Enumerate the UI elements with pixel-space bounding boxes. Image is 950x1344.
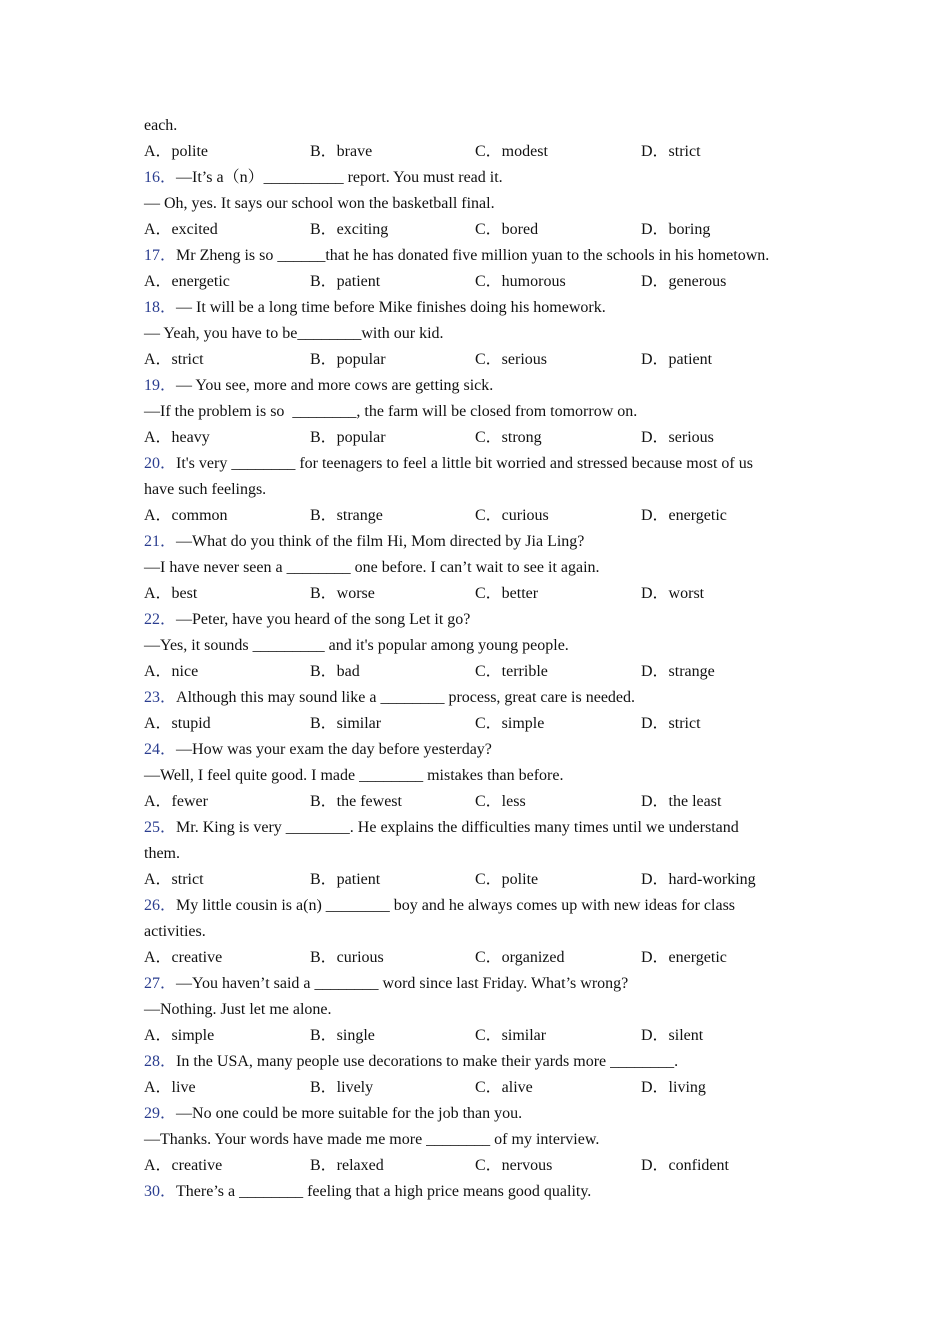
option-b: B．popular [310,351,386,368]
question-number: 17． [144,247,177,264]
option-b: B．brave [310,143,373,160]
question-text: My little cousin is a(n) ________ boy and he always comes up with new ideas for class [176,897,736,914]
question-28-options [144,1075,809,1101]
question-22-options [144,659,809,685]
option-a: A．strict [144,351,204,368]
option-b: B．bad [310,663,360,680]
option-a: A．simple [144,1027,215,1044]
question-21-stem [144,529,809,555]
option-a: A．nice [144,663,199,680]
question-text: Mr. King is very ________. He explains the difficulties many times until we understand [176,819,739,836]
option-a: A．stupid [144,715,211,732]
question-22-stem [144,607,809,633]
question-text: —You haven’t said a ________ word since last Friday. What’s wrong? [176,975,629,992]
option-c: C．alive [475,1079,533,1096]
question-17-stem [144,243,809,269]
option-a: A．best [144,585,198,602]
option-b: B．exciting [310,221,389,238]
option-b: B．patient [310,871,381,888]
option-d: D．hard-working [641,871,756,888]
option-d: D．generous [641,273,727,290]
question-number: 21． [144,533,177,550]
option-b: B．patient [310,273,381,290]
question-29-stem [144,1101,809,1127]
option-c: C．simple [475,715,545,732]
option-a: A．creative [144,1157,223,1174]
question-25-line-2: them. [144,845,180,862]
question-number: 27． [144,975,177,992]
option-c: C．organized [475,949,565,966]
question-20-stem [144,451,809,477]
question-19-options [144,425,809,451]
question-number: 26． [144,897,177,914]
question-number: 20． [144,455,177,472]
question-text: It's very ________ for teenagers to feel a little bit worried and stressed because most of us [176,455,753,472]
option-c: C．humorous [475,273,566,290]
option-b: B．similar [310,715,382,732]
question-18-options [144,347,809,373]
question-27-stem [144,971,809,997]
option-c: C．less [475,793,526,810]
option-a: A．heavy [144,429,210,446]
question-18-line-2: — Yeah, you have to be________with our kid. [144,325,444,342]
question-text: —What do you think of the film Hi, Mom directed by Jia Ling? [176,533,585,550]
option-b: B．lively [310,1079,374,1096]
option-c: C．nervous [475,1157,553,1174]
option-b: B．single [310,1027,375,1044]
option-b: B．curious [310,949,384,966]
question-text: Although this may sound like a ________ process, great care is needed. [176,689,636,706]
question-16-stem [144,165,809,191]
question-26-line-2: activities. [144,923,206,940]
option-d: D．strange [641,663,715,680]
question-29-line-2: —Thanks. Your words have made me more ________ of my interview. [144,1131,600,1148]
question-number: 25． [144,819,177,836]
option-d: D．living [641,1079,706,1096]
question-23-options [144,711,809,737]
question-text: —No one could be more suitable for the job than you. [176,1105,523,1122]
option-d: D．worst [641,585,705,602]
option-a: A．common [144,507,228,524]
question-21-line-2: —I have never seen a ________ one before. I can’t wait to see it again. [144,559,600,576]
option-d: D．confident [641,1157,729,1174]
option-d: D．silent [641,1027,704,1044]
question-list [144,113,809,1205]
question-19-line-2: —If the problem is so ________, the farm will be closed from tomorrow on. [144,403,638,420]
option-d: D．the least [641,793,722,810]
option-a: A．fewer [144,793,208,810]
option-d: D．serious [641,429,714,446]
question-text: Mr Zheng is so ______that he has donated five million yuan to the schools in his hometown. [176,247,770,264]
option-b: B．relaxed [310,1157,384,1174]
option-a: A．excited [144,221,218,238]
question-16-line-2: — Oh, yes. It says our school won the basketball final. [144,195,495,212]
question-number: 30． [144,1183,177,1200]
question-18-stem [144,295,809,321]
question-20-line-2: have such feelings. [144,481,267,498]
option-d: D．patient [641,351,713,368]
option-c: C．bored [475,221,539,238]
question-19-stem [144,373,809,399]
option-c: C．similar [475,1027,547,1044]
option-c: C．better [475,585,539,602]
option-a: A．energetic [144,273,230,290]
question-text: In the USA, many people use decorations to make their yards more ________. [176,1053,679,1070]
question-23-stem [144,685,809,711]
question-27-line-2: —Nothing. Just let me alone. [144,1001,332,1018]
option-b: B．the fewest [310,793,402,810]
question-22-line-2: —Yes, it sounds _________ and it's popular among young people. [144,637,569,654]
question-24-stem [144,737,809,763]
option-c: C．curious [475,507,549,524]
question-number: 23． [144,689,177,706]
question-number: 28． [144,1053,177,1070]
question-24-options [144,789,809,815]
question-25-stem [144,815,809,841]
option-b: B．strange [310,507,383,524]
option-b: B．worse [310,585,375,602]
question-text: —How was your exam the day before yesterday? [176,741,492,758]
question-text: —It’s a（n）__________ report. You must read it. [176,169,503,186]
question-number: 24． [144,741,177,758]
question-number: 22． [144,611,177,628]
question-26-options [144,945,809,971]
option-c: C．modest [475,143,548,160]
question-text: There’s a ________ feeling that a high price means good quality. [176,1183,592,1200]
option-c: C．serious [475,351,548,368]
option-d: D．strict [641,715,701,732]
preamble-options [144,139,809,165]
option-a: A．strict [144,871,204,888]
question-text: —Peter, have you heard of the song Let it go? [176,611,471,628]
question-27-options [144,1023,809,1049]
question-text: — You see, more and more cows are getting sick. [176,377,494,394]
option-a: A．live [144,1079,196,1096]
question-number: 16． [144,169,177,186]
question-text: — It will be a long time before Mike finishes doing his homework. [176,299,606,316]
preamble-line: each. [144,117,178,134]
question-30-stem [144,1179,809,1205]
option-d: D．energetic [641,949,727,966]
option-d: D．boring [641,221,711,238]
question-29-options [144,1153,809,1179]
option-c: C．strong [475,429,542,446]
option-a: A．polite [144,143,208,160]
question-17-options [144,269,809,295]
question-26-stem [144,893,809,919]
option-a: A．creative [144,949,223,966]
option-d: D．strict [641,143,701,160]
question-21-options [144,581,809,607]
option-c: C．terrible [475,663,548,680]
question-number: 19． [144,377,177,394]
question-28-stem [144,1049,809,1075]
question-number: 29． [144,1105,177,1122]
option-b: B．popular [310,429,386,446]
question-24-line-2: —Well, I feel quite good. I made ________ mistakes than before. [144,767,564,784]
option-c: C．polite [475,871,539,888]
question-16-options [144,217,809,243]
option-d: D．energetic [641,507,727,524]
question-20-options [144,503,809,529]
question-25-options [144,867,809,893]
question-number: 18． [144,299,177,316]
